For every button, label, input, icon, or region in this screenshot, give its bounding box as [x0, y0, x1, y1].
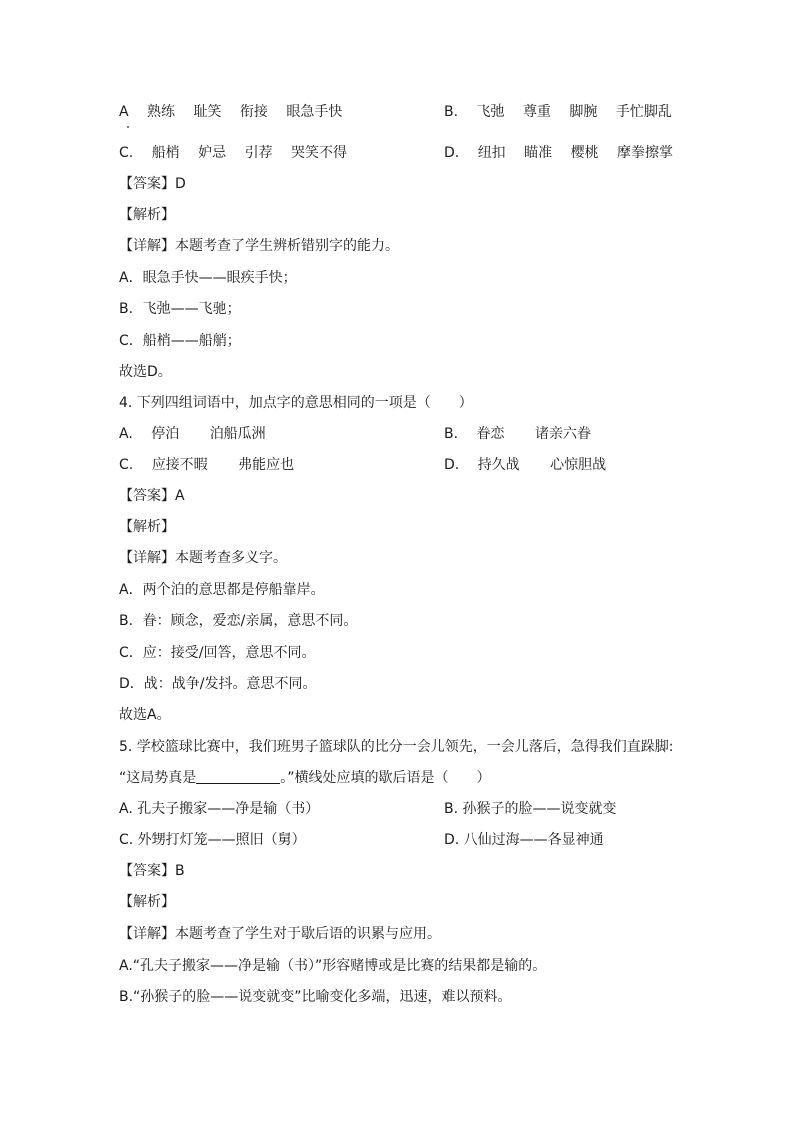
q5-explanation-line: B.“孙猴子的脸——说变就变”比喻变化多端，迅速，难以预料。: [119, 989, 512, 1005]
q5-stem: 5. 学校篮球比赛中，我们班男子篮球队的比分一会儿领先，一会儿落后，急得我们直跺脚:: [119, 739, 674, 755]
q3-detail: 【详解】本题考查了学生辨析错别字的能力。: [119, 238, 399, 254]
fill-in-blank: [196, 769, 280, 784]
q4-option-d: D. 持久战 心惊胆战: [444, 457, 607, 473]
q3-conclusion: 故选D。: [119, 364, 172, 380]
q3-answer: 【答案】D: [119, 176, 186, 192]
q4-option-b: B. 眷恋 诸亲六眷: [444, 426, 591, 442]
q4-analysis-heading: 【解析】: [119, 519, 175, 535]
q5-answer: 【答案】B: [119, 863, 185, 879]
q3-option-b: B. 飞弛 尊重 脚腕 手忙脚乱: [444, 104, 672, 120]
q5-explanation-line: A.“孔夫子搬家——净是输（书）”形容赌博或是比赛的结果都是输的。: [119, 958, 547, 974]
q4-explanation-line: D．战：战争/发抖。意思不同。: [119, 676, 317, 692]
stray-dot: [127, 126, 129, 128]
q5-option-d: D. 八仙过海——各显神通: [444, 832, 604, 848]
q3-explanation-line: B．飞弛——飞驰；: [119, 301, 241, 317]
q3-option-a: A 熟练 耻笑 衔接 眼急手快: [119, 104, 343, 120]
q3-option-d: D. 纽扣 瞄准 樱桃 摩拳擦掌: [444, 145, 674, 161]
q5-option-a: A. 孔夫子搬家——净是输（书）: [119, 801, 320, 817]
q5-option-b: B. 孙猴子的脸——说变就变: [444, 801, 617, 817]
q5-stem-continued: “这局势真是 。”横线处应填的歇后语是（ ）: [119, 770, 491, 786]
q4-stem: 4. 下列四组词语中，加点字的意思相同的一项是（ ）: [119, 395, 473, 411]
q3-analysis-heading: 【解析】: [119, 207, 175, 223]
q4-option-a: A. 停泊 泊船瓜洲: [119, 426, 266, 442]
q3-option-c: C. 船梢 妒忌 引荐 哭笑不得: [119, 145, 348, 161]
q5-option-c: C. 外甥打灯笼——照旧（舅）: [119, 832, 306, 848]
q4-option-c: C. 应接不暇 弗能应也: [119, 457, 295, 473]
q5-analysis-heading: 【解析】: [119, 894, 175, 910]
q4-explanation-line: A．两个泊的意思都是停船靠岸。: [119, 582, 325, 598]
q3-explanation-line: A．眼急手快——眼疾手快；: [119, 270, 297, 286]
q5-detail: 【详解】本题考查了学生对于歇后语的识累与应用。: [119, 926, 441, 942]
q4-detail: 【详解】本题考查多义字。: [119, 550, 287, 566]
q4-conclusion: 故选A。: [119, 707, 171, 723]
q3-explanation-line: C．船梢——船艄；: [119, 333, 241, 349]
q4-explanation-line: C．应：接受/回答，意思不同。: [119, 645, 316, 661]
q4-answer: 【答案】A: [119, 488, 185, 504]
q4-explanation-line: B．眷：顾念，爱恋/亲属，意思不同。: [119, 613, 358, 629]
